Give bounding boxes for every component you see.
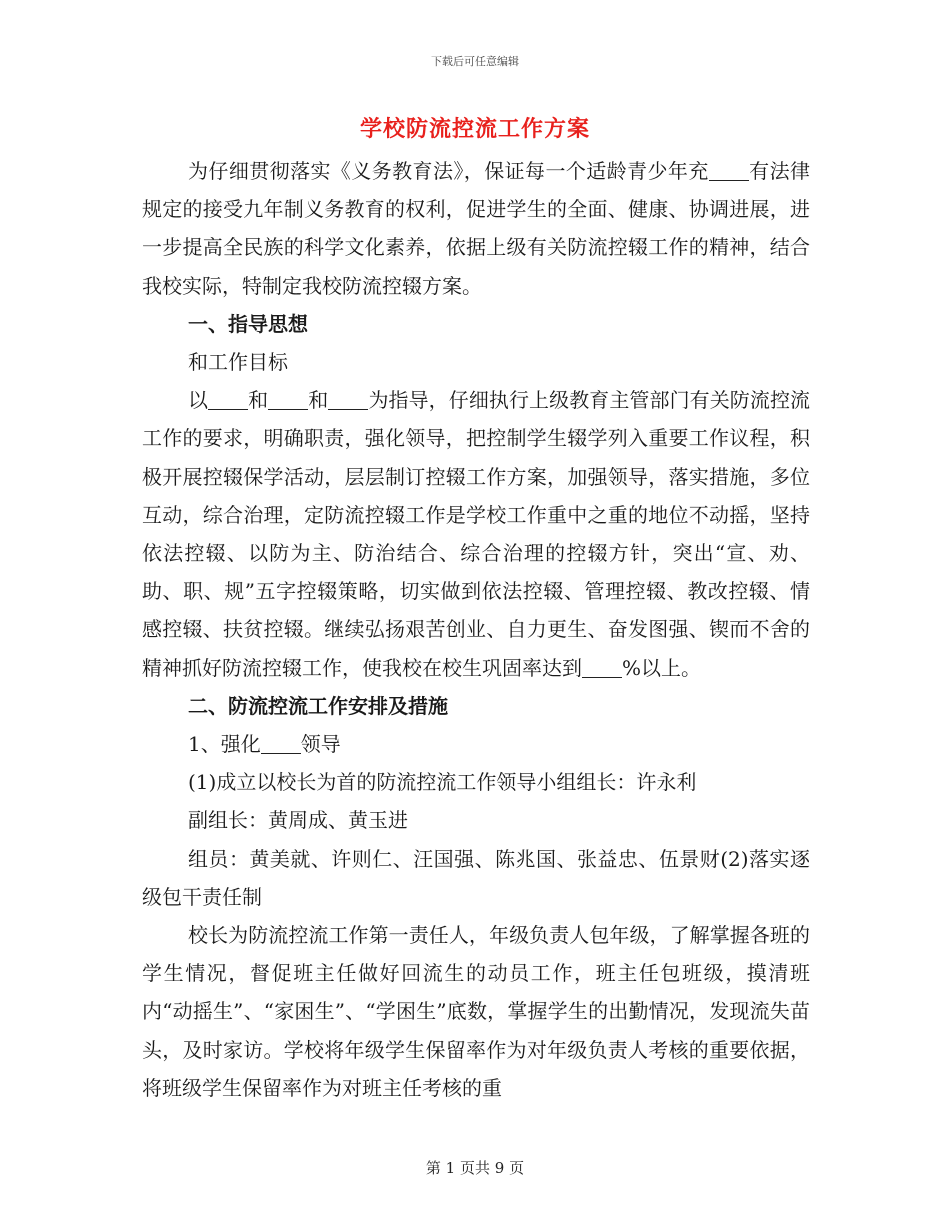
guide-text-e: %以上。 (622, 655, 702, 680)
guide-text-b: 和 (248, 388, 269, 413)
guide-text-d: 为指导，仔细执行上级教育主管部门有关防流控流工作的要求，明确职责，强化领导，把控制学生辍学列入重要工作议程，积极开展控辍保学活动，层层制订控辍工作方案，加强领导，落实措施，多位互动，综合治理，定防流控辍工作是学校工作重中之重的地位不动摇，坚持依法控辍、以防为主、防治结合、综合治理的控辍方针，突出“宣、劝、助、职、规”五字控辍策略，切实做到依法控辍、管理控辍、教改控辍、情感控辍、扶贫控辍。继续弘扬艰苦创业、自力更生、奋发图强、锲而不舍的精神抓好防流控辍工作，使我校在校生巩固率达到 (142, 388, 811, 680)
blank-underline (328, 389, 368, 410)
page-footer: 第 1 页共 9 页 (425, 1159, 525, 1177)
item-1 (142, 725, 810, 763)
blank-underline (582, 657, 622, 678)
item-1-text-a: 1、强化 (188, 732, 261, 757)
vice-leaders: 副组长：黄周成、黄玉进 (188, 808, 408, 833)
intro-paragraph (142, 152, 810, 305)
intro-text-a: 为仔细贯彻落实《义务教育法》，保证每一个适龄青少年充 (188, 159, 709, 183)
blank-underline (261, 733, 301, 754)
principal-paragraph: 校长为防流控流工作第一责任人，年级负责人包年级，了解掌握各班的学生情况，督促班主任做好回流生的动员工作，班主任包班级，摸清班内“动摇生”、“家困生”、“学困生”底数，掌握学生的出勤情况，发现流失苗头，及时家访。学校将年级学生保留率作为对年级负责人考核的重要依据，将班级学生保留率作为对班主任考核的重 (142, 923, 810, 1100)
item-1-text-b: 领导 (300, 732, 341, 757)
guide-text-c: 和 (308, 388, 329, 413)
document-body (142, 152, 810, 1107)
document-title: 学校防流控流工作方案 (359, 116, 590, 142)
section-heading-2: 二、防流控流工作安排及措施 (188, 693, 448, 718)
guide-text-a: 以 (188, 388, 209, 413)
item-1-1: (1)成立以校长为首的防流控流工作领导小组组长：许永利 (188, 770, 697, 795)
blank-underline (709, 160, 749, 181)
guide-paragraph (142, 381, 810, 687)
page-header: 下载后可任意编辑 (431, 55, 519, 68)
blank-underline (268, 389, 308, 410)
goal-label: 和工作目标 (188, 350, 288, 375)
intro-text-b: 有法律规定的接受九年制义务教育的权利，促进学生的全面、健康、协调进展，进一步提高全民族的科学文化素养，依据上级有关防流控辍工作的精神，结合我校实际，特制定我校防流控辍方案。 (142, 159, 811, 298)
section-heading-1: 一、指导思想 (188, 311, 308, 336)
members: 组员：黄美就、许则仁、汪国强、陈兆国、张益忠、伍景财(2)落实逐级包干责任制 (142, 846, 810, 909)
blank-underline (208, 389, 248, 410)
